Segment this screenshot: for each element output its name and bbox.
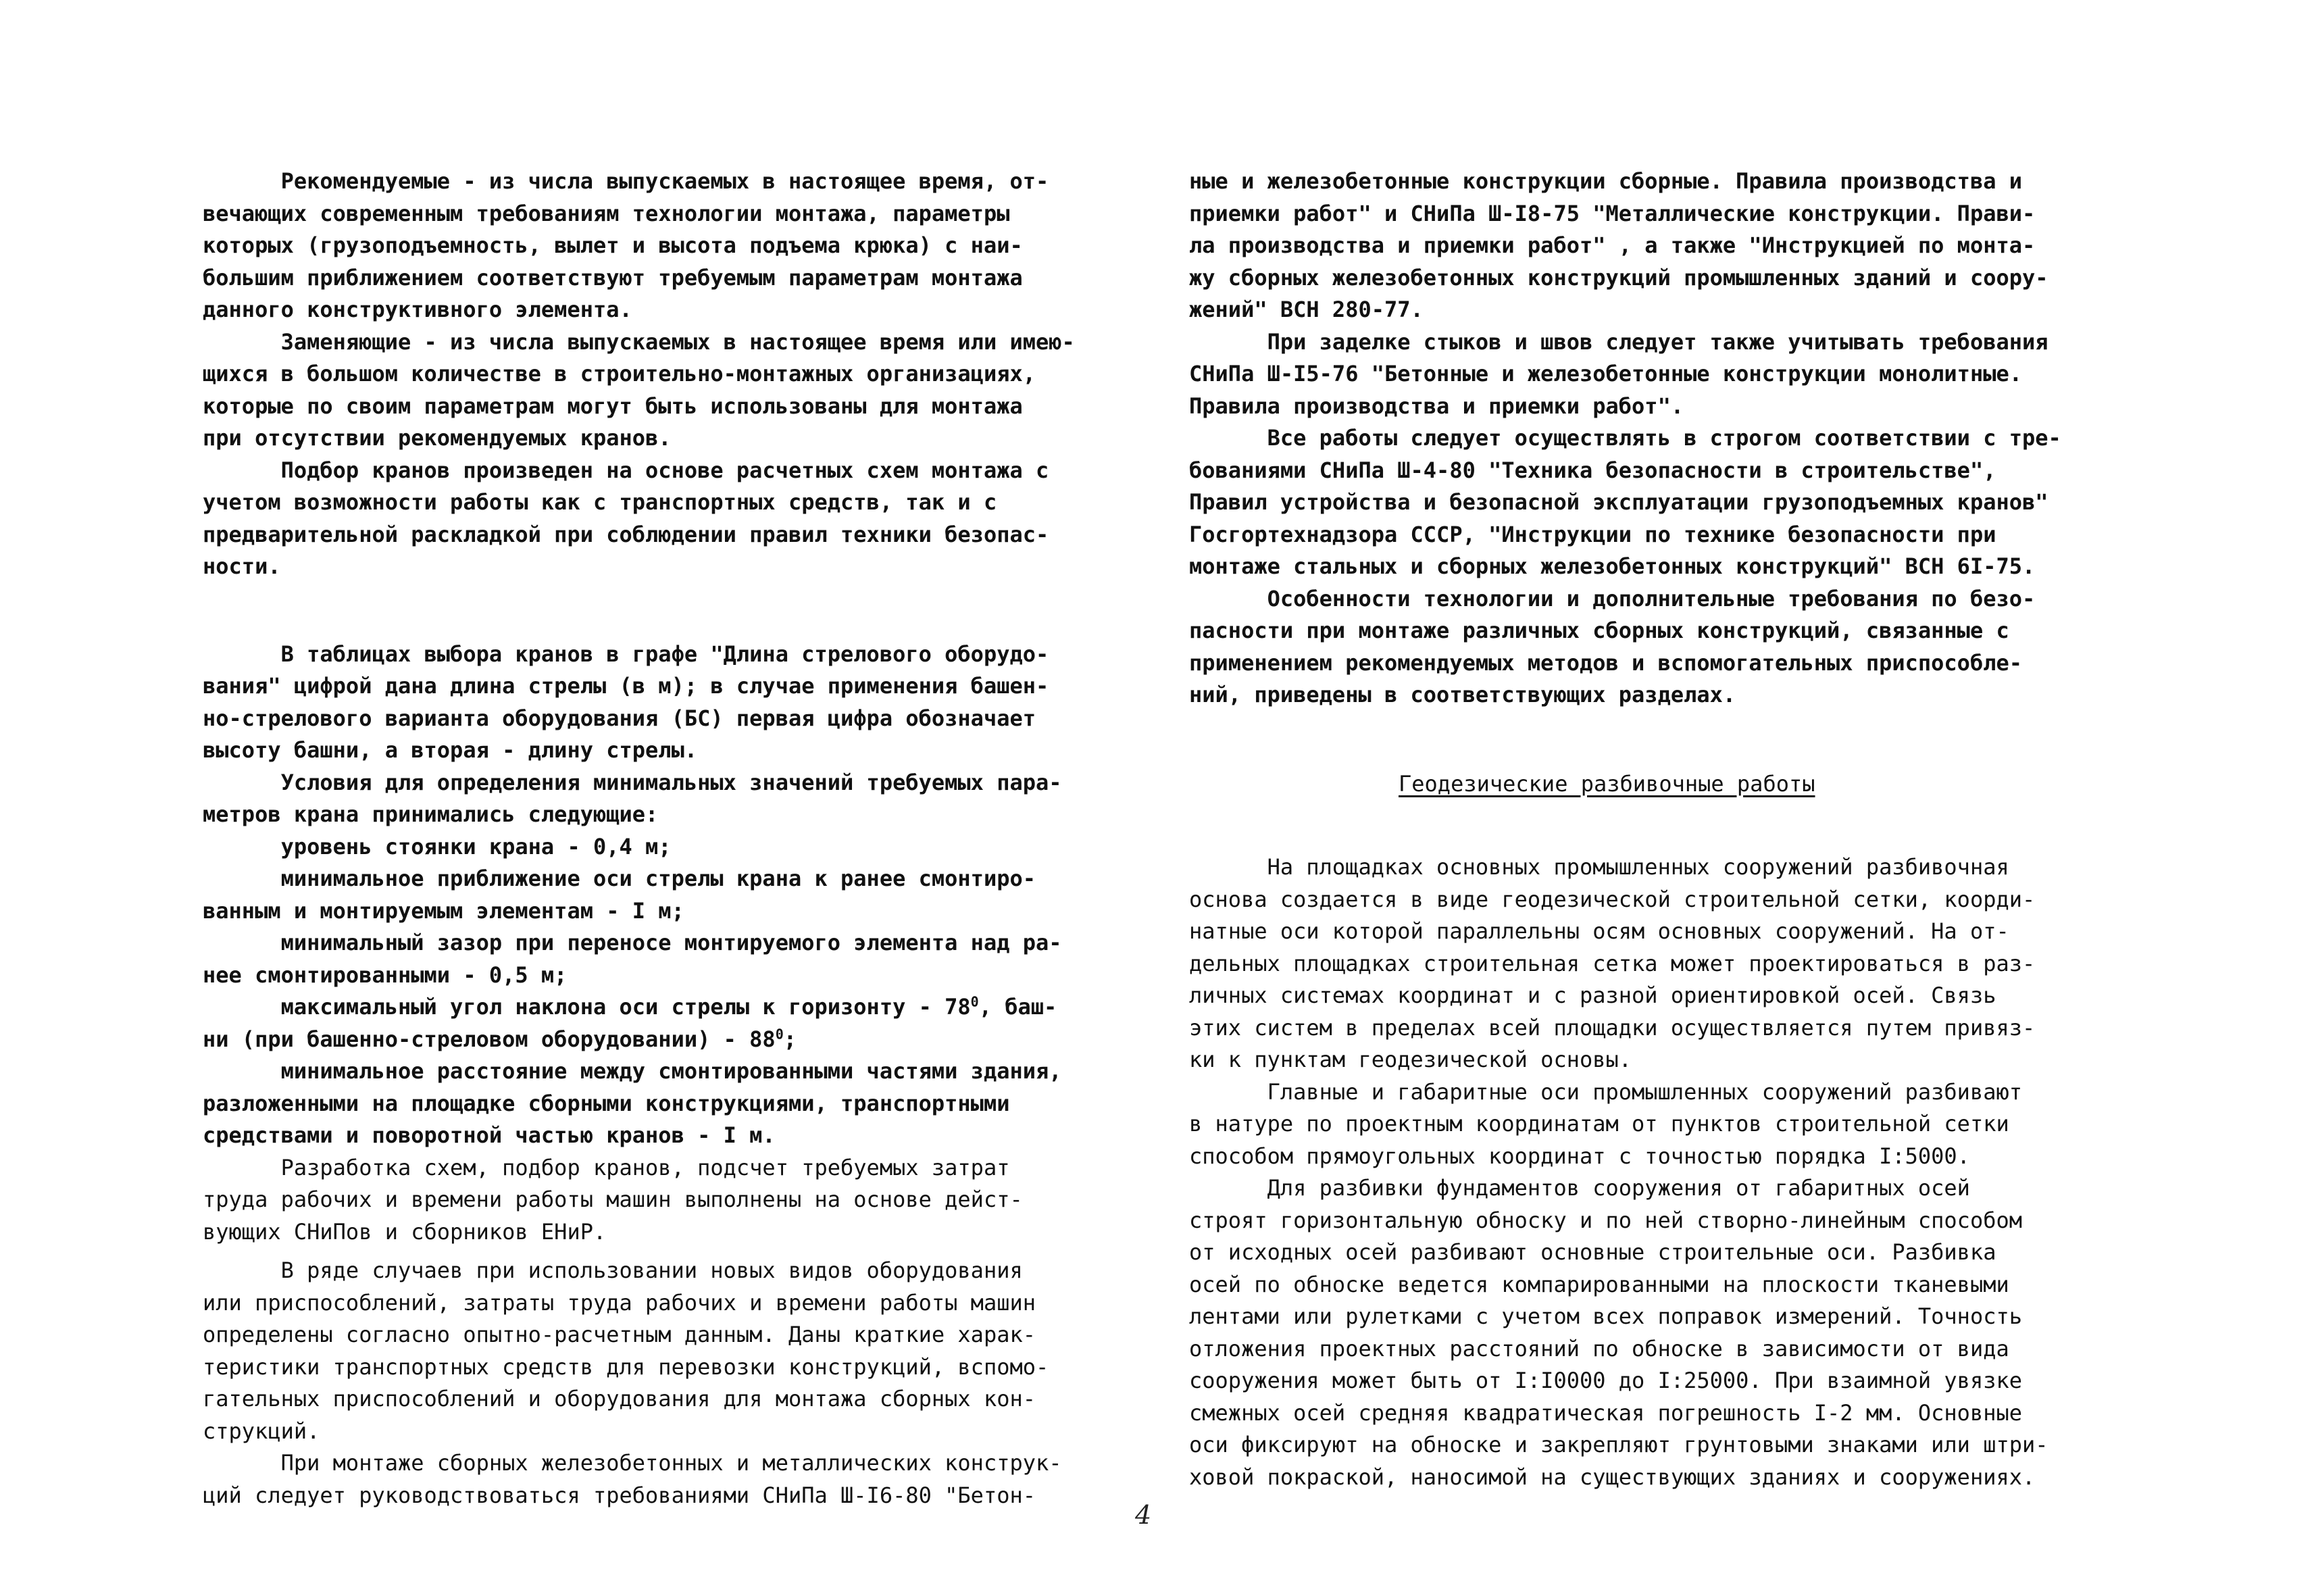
text-line: разложенными на площадке сборными конструкциями, транспортными [203, 1090, 1010, 1116]
paragraph-replacement-cranes [203, 326, 1108, 455]
text-line: ховой покраской, наносимой на существующих зданиях и сооружениях. [1189, 1464, 2036, 1490]
text-line: СНиПа Ш-I5-76 "Бетонные и железобетонные конструкции монолитные. [1189, 361, 2022, 386]
text-line: жений" ВСН 280-77. [1189, 297, 1424, 322]
paragraph-technology-features [1189, 583, 2067, 712]
text-line: но-стрелового варианта оборудования (БС) первая цифра обозначает [203, 705, 1036, 731]
text-line: лентами или рулетками с учетом всех поправок измерений. Точность [1189, 1303, 2022, 1329]
paragraph-gap [1189, 800, 2067, 851]
text-line: Правила производства и приемки работ". [1189, 393, 1684, 419]
text-line: При заделке стыков и швов следует также учитывать требования [1189, 328, 2048, 355]
text-line: этих систем в пределах всей площадки осуществляется путем привяз- [1189, 1014, 2036, 1041]
text-line: вечающих современным требованиям технологии монтажа, параметры [203, 200, 1010, 226]
text-line: сооружения может быть от I:I0000 до I:25000. При взаимной увязке [1189, 1368, 2022, 1393]
text-line: щихся в большом количестве в строительно-монтажных организациях, [203, 361, 1036, 386]
text-line: от исходных осей разбивают основные строительные оси. Разбивка [1189, 1239, 1996, 1265]
text-line: Для разбивки фундаментов сооружения от габаритных осей [1189, 1175, 1970, 1201]
paragraph-gap [1189, 712, 2067, 768]
text-line: средствами и поворотной частью кранов - I м. [203, 1122, 776, 1148]
text-line: в натуре по проектным координатам от пунктов строительной сетки [1189, 1111, 2009, 1137]
text-line: ные и железобетонные конструкции сборные. Правила производства и [1189, 168, 2022, 194]
text-line: ности. [203, 553, 281, 579]
text-line: Условия для определения минимальных значений требуемых пара- [203, 769, 1062, 795]
text-line: гательных приспособлений и оборудования для монтажа сборных кон- [203, 1386, 1036, 1412]
text-line: минимальное расстояние между смонтированными частями здания, [203, 1058, 1062, 1084]
text-line: предварительной раскладкой при соблюдении правил техники безопас- [203, 521, 1049, 547]
paragraph-gap [203, 1248, 1108, 1255]
text-segment: ; [783, 1026, 797, 1052]
paragraph-crane-selection [203, 455, 1108, 583]
text-line: или приспособлений, затраты труда рабочих и времени работы машин [203, 1289, 1036, 1316]
text-line: отложения проектных расстояний по обноске в зависимости от вида [1189, 1335, 2009, 1362]
text-line: Рекомендуемые - из числа выпускаемых в настоящее время, от- [203, 168, 1049, 194]
text-line: Все работы следует осуществлять в строгом соответствии с тре- [1189, 425, 2061, 451]
text-line: ки к пунктам геодезической основы. [1189, 1047, 1632, 1072]
text-line: способом прямоугольных координат с точностью порядка I:5000. [1189, 1143, 1970, 1169]
text-line: натные оси которой параллельны осям основных сооружений. На от- [1189, 918, 2009, 944]
text-line: В таблицах выбора кранов в графе "Длина стрелового оборудо- [203, 641, 1049, 667]
text-line: основа создается в виде геодезической строительной сетки, коорди- [1189, 886, 2036, 912]
left-column [203, 166, 1108, 1512]
text-line: строят горизонтальную обноску и по ней створно-линейным способом [1189, 1207, 2022, 1233]
text-line: труда рабочих и времени работы машин выполнены на основе дейст- [203, 1187, 1023, 1212]
text-line: учетом возможности работы как с транспортных средств, так и с [203, 489, 997, 515]
text-line: ванным и монтируемым элементам - I м; [203, 897, 684, 924]
paragraph-joint-sealing [1189, 326, 2067, 423]
paragraph-recommended-cranes [203, 166, 1108, 326]
text-line: В ряде случаев при использовании новых видов оборудования [203, 1257, 1023, 1283]
text-line: осей по обноске ведется компарированными на плоскости тканевыми [1189, 1271, 2009, 1297]
paragraph-safety-rules [1189, 422, 2067, 583]
text-segment: ни (при башенно-стреловом оборудовании) - 88 [203, 1026, 776, 1052]
text-line: применением рекомендуемых методов и вспомогательных приспособле- [1189, 649, 2022, 676]
paragraph-minimum-conditions [203, 767, 1108, 1152]
text-line: На площадках основных промышленных сооружений разбивочная [1189, 854, 2009, 880]
text-line: нее смонтированными - 0,5 м; [203, 962, 568, 988]
paragraph-new-equipment [203, 1255, 1108, 1447]
text-line: ний, приведены в соответствующих разделах. [1189, 682, 1736, 707]
text-line: вания" цифрой дана длина стрелы (в м); в случае применения башен- [203, 673, 1049, 699]
paragraph-main-axes [1189, 1076, 2067, 1173]
text-line: Подбор кранов произведен на основе расчетных схем монтажа с [203, 457, 1049, 483]
text-line: Заменяющие - из числа выпускаемых в настоящее время или имею- [203, 328, 1075, 355]
text-line: минимальный зазор при переносе монтируемого элемента над ра- [203, 930, 1062, 955]
page-number: 4 [1135, 1500, 1152, 1530]
text-line: Особенности технологии и дополнительные требования по безо- [1189, 585, 2036, 612]
text-segment: максимальный угол наклона оси стрелы к горизонту - 78 [203, 994, 971, 1020]
right-column [1189, 166, 2067, 1493]
text-line: жу сборных железобетонных конструкций промышленных зданий и соору- [1189, 264, 2048, 291]
text-line: теристики транспортных средств для перевозки конструкций, вспомо- [203, 1353, 1049, 1380]
text-line: данного конструктивного элемента. [203, 297, 632, 322]
text-line: Главные и габаритные оси промышленных сооружений разбивают [1189, 1078, 2022, 1105]
text-line: которые по своим параметрам могут быть использованы для монтажа [203, 393, 1023, 419]
section-heading: Геодезические разбивочные работы [1399, 770, 1815, 797]
text-line: метров крана принимались следующие: [203, 801, 659, 827]
paragraph-gap [203, 583, 1108, 639]
text-line: высоту башни, а вторая - длину стрелы. [203, 737, 698, 763]
text-line: смежных осей средняя квадратическая погрешность I-2 мм. Основные [1189, 1399, 2022, 1426]
text-line: при отсутствии рекомендуемых кранов. [203, 425, 672, 451]
text-line: бованиями СНиПа Ш-4-80 "Техника безопасности в строительстве", [1189, 457, 1996, 483]
text-line: большим приближением соответствуют требуемым параметрам монтажа [203, 264, 1023, 291]
text-line-boom-angle [203, 991, 1108, 1024]
text-line: пасности при монтаже различных сборных конструкций, связанные с [1189, 618, 2009, 643]
paragraph-geodetic-grid [1189, 851, 2067, 1076]
paragraph-scheme-development [203, 1152, 1108, 1249]
text-line: Правил устройства и безопасной эксплуатации грузоподъемных кранов" [1189, 489, 2048, 515]
text-line: Госгортехнадзора СССР, "Инструкции по технике безопасности при [1189, 521, 1996, 547]
paragraph-foundation-layout [1189, 1172, 2067, 1493]
paragraph-assembly-rules [203, 1447, 1108, 1512]
paragraph-selection-tables [203, 639, 1108, 767]
text-line: монтаже стальных и сборных железобетонных конструкций" ВСН 6I-75. [1189, 553, 2036, 579]
degree-superscript: 0 [775, 1025, 784, 1042]
text-line: оси фиксируют на обноске и закрепляют грунтовыми знаками или штри- [1189, 1432, 2048, 1457]
text-line: При монтаже сборных железобетонных и металлических конструк- [203, 1450, 1062, 1476]
text-line: уровень стоянки крана - 0,4 м; [203, 833, 672, 859]
text-line: Разработка схем, подбор кранов, подсчет требуемых затрат [203, 1154, 1010, 1180]
text-line-tower-angle [203, 1024, 1108, 1056]
text-line: определены согласно опытно-расчетным данным. Даны краткие харак- [203, 1322, 1036, 1347]
text-line: приемки работ" и СНиПа Ш-I8-75 "Металлические конструкции. Прави- [1189, 200, 2036, 226]
text-line: ций следует руководствоваться требованиями СНиПа Ш-I6-80 "Бетон- [203, 1482, 1036, 1508]
paragraph-snip-references [1189, 166, 2067, 326]
text-segment: , баш- [978, 994, 1057, 1020]
text-line: струкций. [203, 1418, 320, 1444]
text-line: личных системах координат и с разной ориентировкой осей. Связь [1189, 982, 1996, 1008]
degree-superscript: 0 [970, 993, 979, 1010]
text-line: минимальное приближение оси стрелы крана к ранее смонтиро- [203, 866, 1036, 891]
text-line: вующих СНиПов и сборников ЕНиР. [203, 1218, 607, 1245]
text-line: ла производства и приемки работ" , а также "Инструкцией по монта- [1189, 232, 2036, 258]
text-line: дельных площадках строительная сетка может проектироваться в раз- [1189, 950, 2036, 976]
text-line: которых (грузоподъемность, вылет и высота подъема крюка) с наи- [203, 232, 1023, 258]
